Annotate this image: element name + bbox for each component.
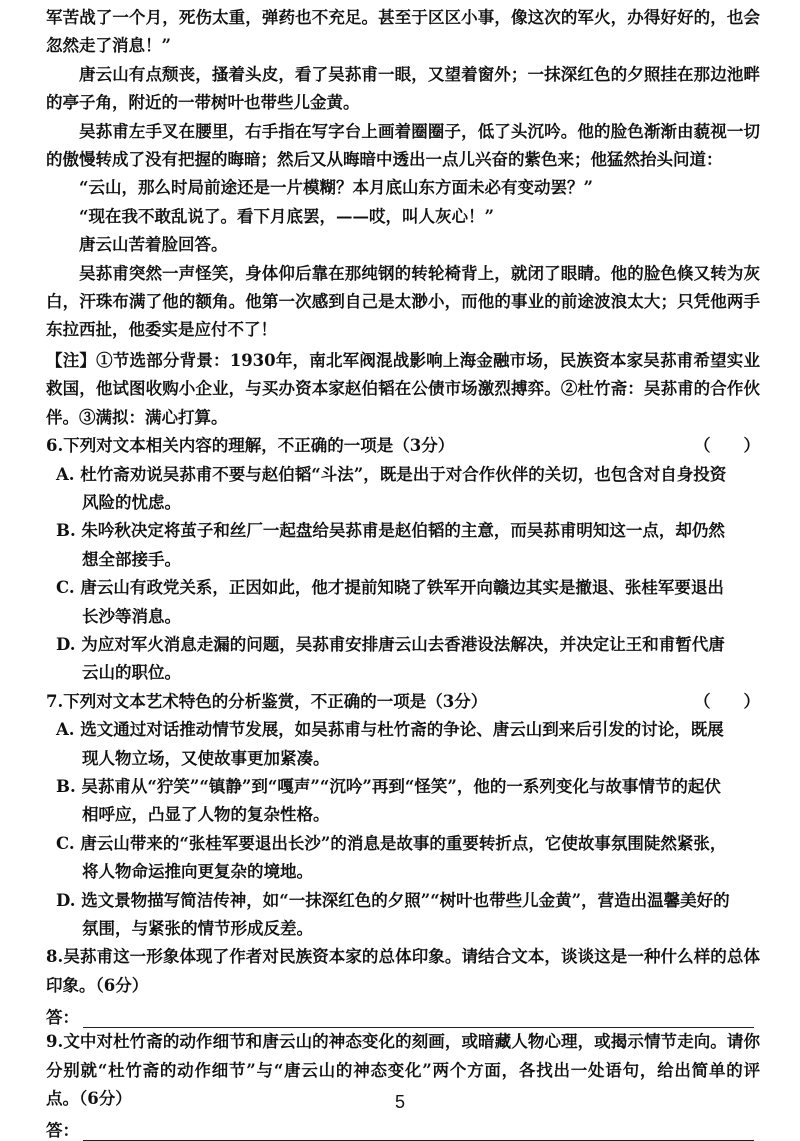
question-stem: 6.下列对文本相关内容的理解，不正确的一项是（3分） bbox=[46, 436, 455, 456]
question-stem: 9.文中对杜竹斋的动作细节和唐云山的神态变化的刻画，或暗藏人物心理，或揭示情节走向。请你分别就“杜竹斋的动作细节”与“唐云山的神态变化”两个方面，各找出一处语句，给出简单的评点。（6分） bbox=[46, 1032, 760, 1109]
option-d-cont: 云山的职位。 bbox=[82, 663, 181, 683]
question-8 bbox=[46, 943, 760, 1028]
option-c[interactable]: C. 唐云山有政党关系，正因如此，他才提前知晓了铁军开向赣边其实是撤退、张桂军要退出 bbox=[56, 578, 724, 598]
answer-label: 答： bbox=[46, 1008, 79, 1028]
option-c-cont: 长沙等消息。 bbox=[82, 606, 181, 626]
question-9 bbox=[46, 1028, 760, 1141]
footnote-tag: 【注】 bbox=[46, 350, 97, 370]
answer-area[interactable] bbox=[46, 1113, 760, 1141]
passage-paragraph: 军苦战了一个月，死伤太重，弹药也不充足。甚至于区区小事，像这次的军火，办得好好的，也会忽然走了消息！” bbox=[46, 8, 760, 56]
option-c-cont: 将人物命运推向更复杂的境地。 bbox=[82, 862, 313, 882]
question-stem: 7.下列对文本艺术特色的分析鉴赏，不正确的一项是（3分） bbox=[46, 691, 488, 711]
passage-paragraph: 唐云山有点颓丧，搔着头皮，看了吴荪甫一眼，又望着窗外；一抹深红色的夕照挂在那边池畔的亭子角，附近的一带树叶也带些儿金黄。 bbox=[46, 64, 760, 113]
option-c[interactable]: C. 唐云山带来的“张桂军要退出长沙”的消息是故事的重要转折点，它使故事氛围陡然紧张， bbox=[56, 833, 727, 853]
option-a-cont: 风险的忧虑。 bbox=[82, 492, 181, 512]
passage-paragraph: 唐云山苦着脸回答。 bbox=[79, 235, 228, 255]
passage-paragraph: “现在我不敢乱说了。看下月底罢，——哎，叫人灰心！” bbox=[79, 206, 494, 226]
option-b[interactable]: B. 朱吟秋决定将茧子和丝厂一起盘给吴荪甫是赵伯韬的主意，而吴荪甫明知这一点，却仍然 bbox=[56, 521, 725, 541]
question-stem: 8.吴荪甫这一形象体现了作者对民族资本家的总体印象。请结合文本，谈谈这是一种什么样的总体印象。（6分） bbox=[46, 947, 760, 995]
option-a[interactable]: A. 杜竹斋劝说吴荪甫不要与赵伯韬“斗法”，既是出于对合作伙伴的关切，也包含对自身投资 bbox=[56, 464, 727, 484]
reading-passage bbox=[46, 4, 760, 345]
footnote bbox=[46, 347, 760, 432]
answer-label: 答： bbox=[46, 1121, 79, 1141]
question-6 bbox=[46, 432, 760, 688]
footnote-text: ①节选部分背景：1930年，南北军阀混战影响上海金融市场，民族资本家吴荪甫希望实业救国，他试图收购小企业，与买办资本家赵伯韬在公债市场激烈搏弈。②杜竹斋：吴荪甫的合作伙伴。③满拟：满心打算。 bbox=[46, 350, 760, 427]
answer-area[interactable] bbox=[46, 1000, 760, 1028]
option-a-cont: 现人物立场，又使故事更加紧凑。 bbox=[82, 748, 330, 768]
passage-paragraph: “云山，那么时局前途还是一片模糊？本月底山东方面未必有变动罢？” bbox=[79, 178, 593, 198]
option-d-cont: 氛围，与紧张的情节形成反差。 bbox=[82, 919, 313, 938]
option-a[interactable]: A. 选文通过对话推动情节发展，如吴荪甫与杜竹斋的争论、唐云山到来后引发的讨论，既展 bbox=[56, 720, 724, 740]
passage-paragraph: 吴荪甫突然一声怪笑，身体仰后靠在那纯钢的转轮椅背上，就闭了眼睛。他的脸色倏又转为灰白，汗珠布满了他的额角。他第一次感到自己是太渺小，而他的事业的前途波浪太大；只凭他两手东拉西扯，他委实是应付不了！ bbox=[46, 263, 760, 340]
question-7 bbox=[46, 688, 760, 944]
answer-line[interactable] bbox=[83, 1009, 754, 1028]
page-number: 5 bbox=[394, 1092, 405, 1112]
answer-bracket[interactable]: （ ） bbox=[694, 436, 760, 456]
option-d[interactable]: D. 选文景物描写简洁传神，如“一抹深红色的夕照”“树叶也带些儿金黄”，营造出温馨美好的 bbox=[56, 890, 730, 910]
option-d[interactable]: D. 为应对军火消息走漏的问题，吴荪甫安排唐云山去香港设法解决，并决定让王和甫暂代唐 bbox=[56, 634, 725, 654]
option-b-cont: 相呼应，凸显了人物的复杂性格。 bbox=[82, 805, 330, 825]
option-b[interactable]: B. 吴荪甫从“狞笑”“镇静”到“嘎声”“沉吟”再到“怪笑”，他的一系列变化与故事情节的起伏 bbox=[56, 776, 721, 796]
answer-bracket[interactable]: （ ） bbox=[694, 691, 760, 711]
option-b-cont: 想全部接手。 bbox=[82, 549, 181, 569]
passage-paragraph: 吴荪甫左手叉在腰里，右手指在写字台上画着圈圈子，低了头沉吟。他的脸色渐渐由藐视一切的傲慢转成了没有把握的晦暗；然后又从晦暗中透出一点儿兴奋的紫色来；他猛然抬头问道： bbox=[46, 121, 760, 170]
